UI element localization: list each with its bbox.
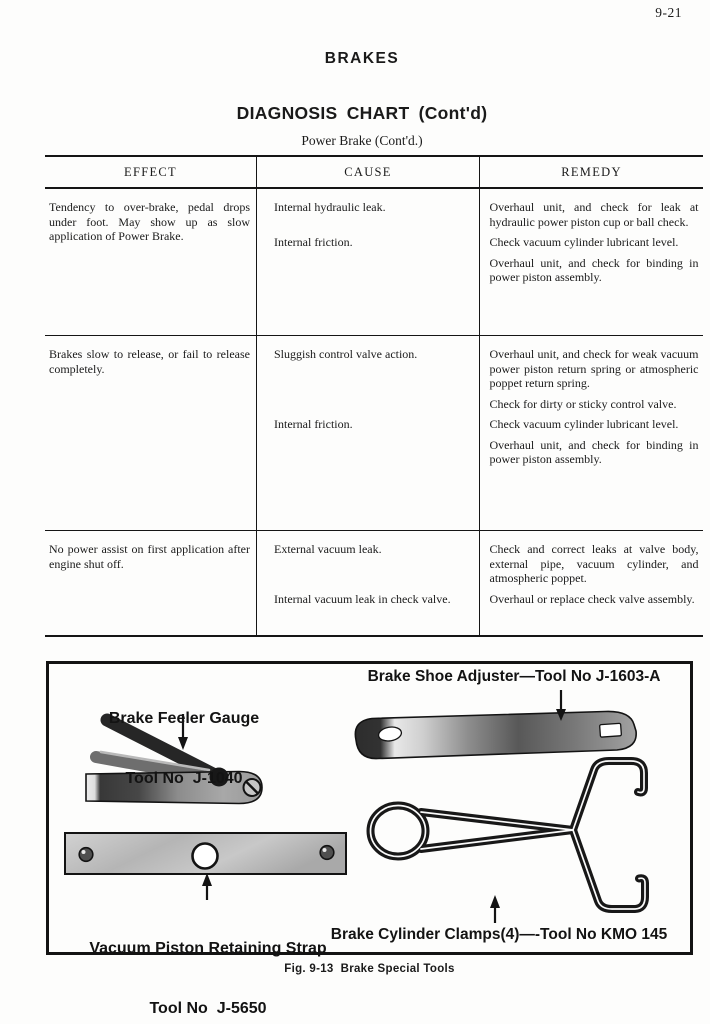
retaining-strap-illustration bbox=[65, 833, 346, 874]
column-header-remedy: REMEDY bbox=[479, 157, 703, 187]
cause-remedy-cell bbox=[256, 531, 703, 635]
remedy-text: Overhaul unit, and check for binding in power piston assembly. bbox=[489, 437, 699, 466]
effect-cell: Tendency to over-brake, pedal drops under foot. May show up as slow application of Power Brake. bbox=[49, 200, 250, 243]
column-header-effect: EFFECT bbox=[124, 164, 177, 179]
remedy-text: Check vacuum cylinder lubricant level. bbox=[489, 235, 679, 249]
cause-remedy-cell bbox=[256, 189, 703, 335]
feeler-gauge-label bbox=[83, 669, 285, 829]
table-header-row bbox=[45, 157, 703, 189]
remedy-text: Check and correct leaks at valve body, external pipe, vacuum cylinder, and atmospheric poppet. bbox=[489, 542, 699, 585]
column-header-cause: CAUSE bbox=[256, 157, 479, 187]
cause-remedy-pair bbox=[257, 235, 703, 285]
remedy-text: Overhaul unit, and check for binding in power piston assembly. bbox=[489, 255, 699, 284]
cause-remedy-pair bbox=[257, 417, 703, 467]
remedy-text: Overhaul unit, and check for leak at hydraulic power piston cup or ball check. bbox=[489, 200, 699, 229]
figure-caption: Fig. 9-13 Brake Special Tools bbox=[284, 963, 455, 975]
remedy-text: Overhaul unit, and check for weak vacuum power piston return spring or atmospheric poppet return spring. bbox=[489, 347, 699, 390]
cause-remedy-pair bbox=[257, 542, 703, 586]
remedy-text: Overhaul or replace check valve assembly. bbox=[489, 591, 695, 606]
cause-text: Internal hydraulic leak. bbox=[274, 200, 386, 214]
chart-subtitle: Power Brake (Cont'd.) bbox=[301, 133, 423, 148]
feeler-gauge-label-line1: Brake Feeler Gauge bbox=[108, 710, 260, 727]
cause-text: Sluggish control valve action. bbox=[274, 347, 418, 361]
shoe-adjuster-illustration bbox=[355, 711, 636, 758]
retaining-strap-pointer-arrow-icon bbox=[202, 873, 212, 900]
section-title: BRAKES bbox=[324, 50, 400, 67]
effect-cell: Brakes slow to release, or fail to release completely. bbox=[49, 347, 250, 376]
cause-text: Internal vacuum leak in check valve. bbox=[274, 591, 451, 606]
shoe-adjuster-label: Brake Shoe Adjuster—Tool No J-1603-A bbox=[367, 668, 661, 685]
effect-cell: No power assist on first application after engine shut off. bbox=[49, 542, 250, 571]
cause-text: Internal friction. bbox=[274, 417, 353, 431]
cause-remedy-pair bbox=[257, 592, 703, 607]
retaining-strap-label bbox=[57, 899, 359, 1024]
table-row bbox=[45, 335, 703, 530]
cause-remedy-cell bbox=[256, 336, 703, 530]
retaining-strap-label-line1: Vacuum Piston Retaining Strap bbox=[89, 940, 327, 957]
cause-remedy-pair bbox=[257, 347, 703, 411]
cylinder-clamp-illustration bbox=[371, 761, 646, 909]
remedy-text: Check for dirty or sticky control valve. bbox=[489, 396, 677, 411]
cause-text: External vacuum leak. bbox=[274, 542, 382, 556]
chart-title: DIAGNOSIS CHART (Cont'd) bbox=[236, 103, 488, 123]
remedy-text: Check vacuum cylinder lubricant level. bbox=[489, 417, 679, 431]
cause-text: Internal friction. bbox=[274, 235, 353, 249]
table-row bbox=[45, 530, 703, 635]
page-number: 9-21 bbox=[655, 5, 682, 20]
cylinder-clamps-label: Brake Cylinder Clamps(4)—-Tool No KMO 145 bbox=[330, 926, 668, 943]
cause-remedy-pair bbox=[257, 200, 703, 229]
retaining-strap-label-line2: Tool No J-5650 bbox=[149, 1000, 267, 1017]
table-row bbox=[45, 189, 703, 335]
feeler-gauge-label-line2: Tool No J-1040 bbox=[125, 770, 243, 787]
diagnosis-table bbox=[45, 155, 703, 637]
cylinder-clamp-pointer-arrow-icon bbox=[490, 895, 500, 923]
